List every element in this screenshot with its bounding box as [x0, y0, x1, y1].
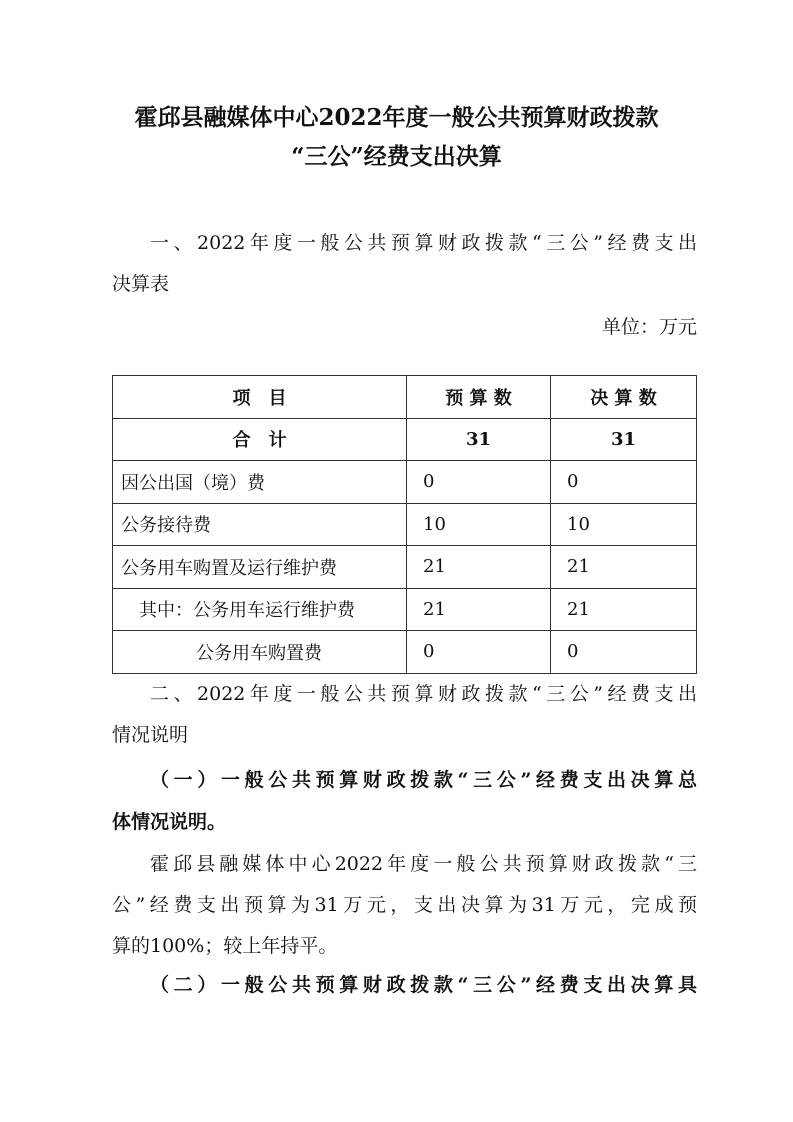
row-item: 公务用车购置费: [113, 631, 407, 674]
row-budget: 21: [407, 588, 551, 631]
doc-title-line2: “三公”经费支出决算: [291, 143, 502, 170]
row-budget: 21: [407, 546, 551, 589]
table-row: [113, 588, 697, 631]
row-budget: 0: [407, 631, 551, 674]
header-item: 项 目: [113, 376, 407, 419]
doc-title-line1: 霍邱县融媒体中心2022年度一般公共预算财政拨款: [134, 104, 659, 131]
section1-heading-cont: 决算表: [112, 273, 170, 295]
paragraph-1-line3: 算的100%；较上年持平。: [112, 935, 338, 957]
table-header-row: [113, 376, 697, 419]
row-item: 公务接待费: [113, 503, 407, 546]
row-actual: 10: [551, 503, 697, 546]
row-actual: 21: [551, 546, 697, 589]
subheading-1-cont: 体情况说明。: [112, 811, 227, 833]
row-budget: 31: [407, 418, 551, 461]
expense-table: [112, 375, 697, 674]
row-item: 公务用车购置及运行维护费: [113, 546, 407, 589]
unit-label: 单位：万元: [601, 316, 697, 338]
row-actual: 21: [551, 588, 697, 631]
row-actual: 31: [551, 418, 697, 461]
subheading-2: （二）一般公共预算财政拨款“三公”经费支出决算具: [150, 974, 697, 996]
section2-heading-cont: 情况说明: [112, 724, 189, 746]
table-row: [113, 631, 697, 674]
row-actual: 0: [551, 461, 697, 504]
header-budget: 预 算 数: [407, 376, 551, 419]
row-item: 因公出国（境）费: [113, 461, 407, 504]
table-row-total: [113, 418, 697, 461]
paragraph-1-line2: 公”经费支出预算为31万元，支出决算为31万元，完成预: [112, 894, 697, 916]
row-item: 合 计: [113, 418, 407, 461]
subheading-1: （一）一般公共预算财政拨款“三公”经费支出决算总: [150, 769, 697, 791]
header-actual: 决 算 数: [551, 376, 697, 419]
table-row: [113, 461, 697, 504]
row-budget: 10: [407, 503, 551, 546]
paragraph-1-line1: 霍邱县融媒体中心2022年度一般公共预算财政拨款“三: [150, 853, 697, 875]
row-item: 其中：公务用车运行维护费: [113, 588, 407, 631]
table-row: [113, 503, 697, 546]
section2-heading: 二、2022年度一般公共预算财政拨款“三公”经费支出: [150, 683, 697, 705]
table-row: [113, 546, 697, 589]
row-budget: 0: [407, 461, 551, 504]
row-actual: 0: [551, 631, 697, 674]
section1-heading: 一、2022年度一般公共预算财政拨款“三公”经费支出: [150, 232, 697, 254]
